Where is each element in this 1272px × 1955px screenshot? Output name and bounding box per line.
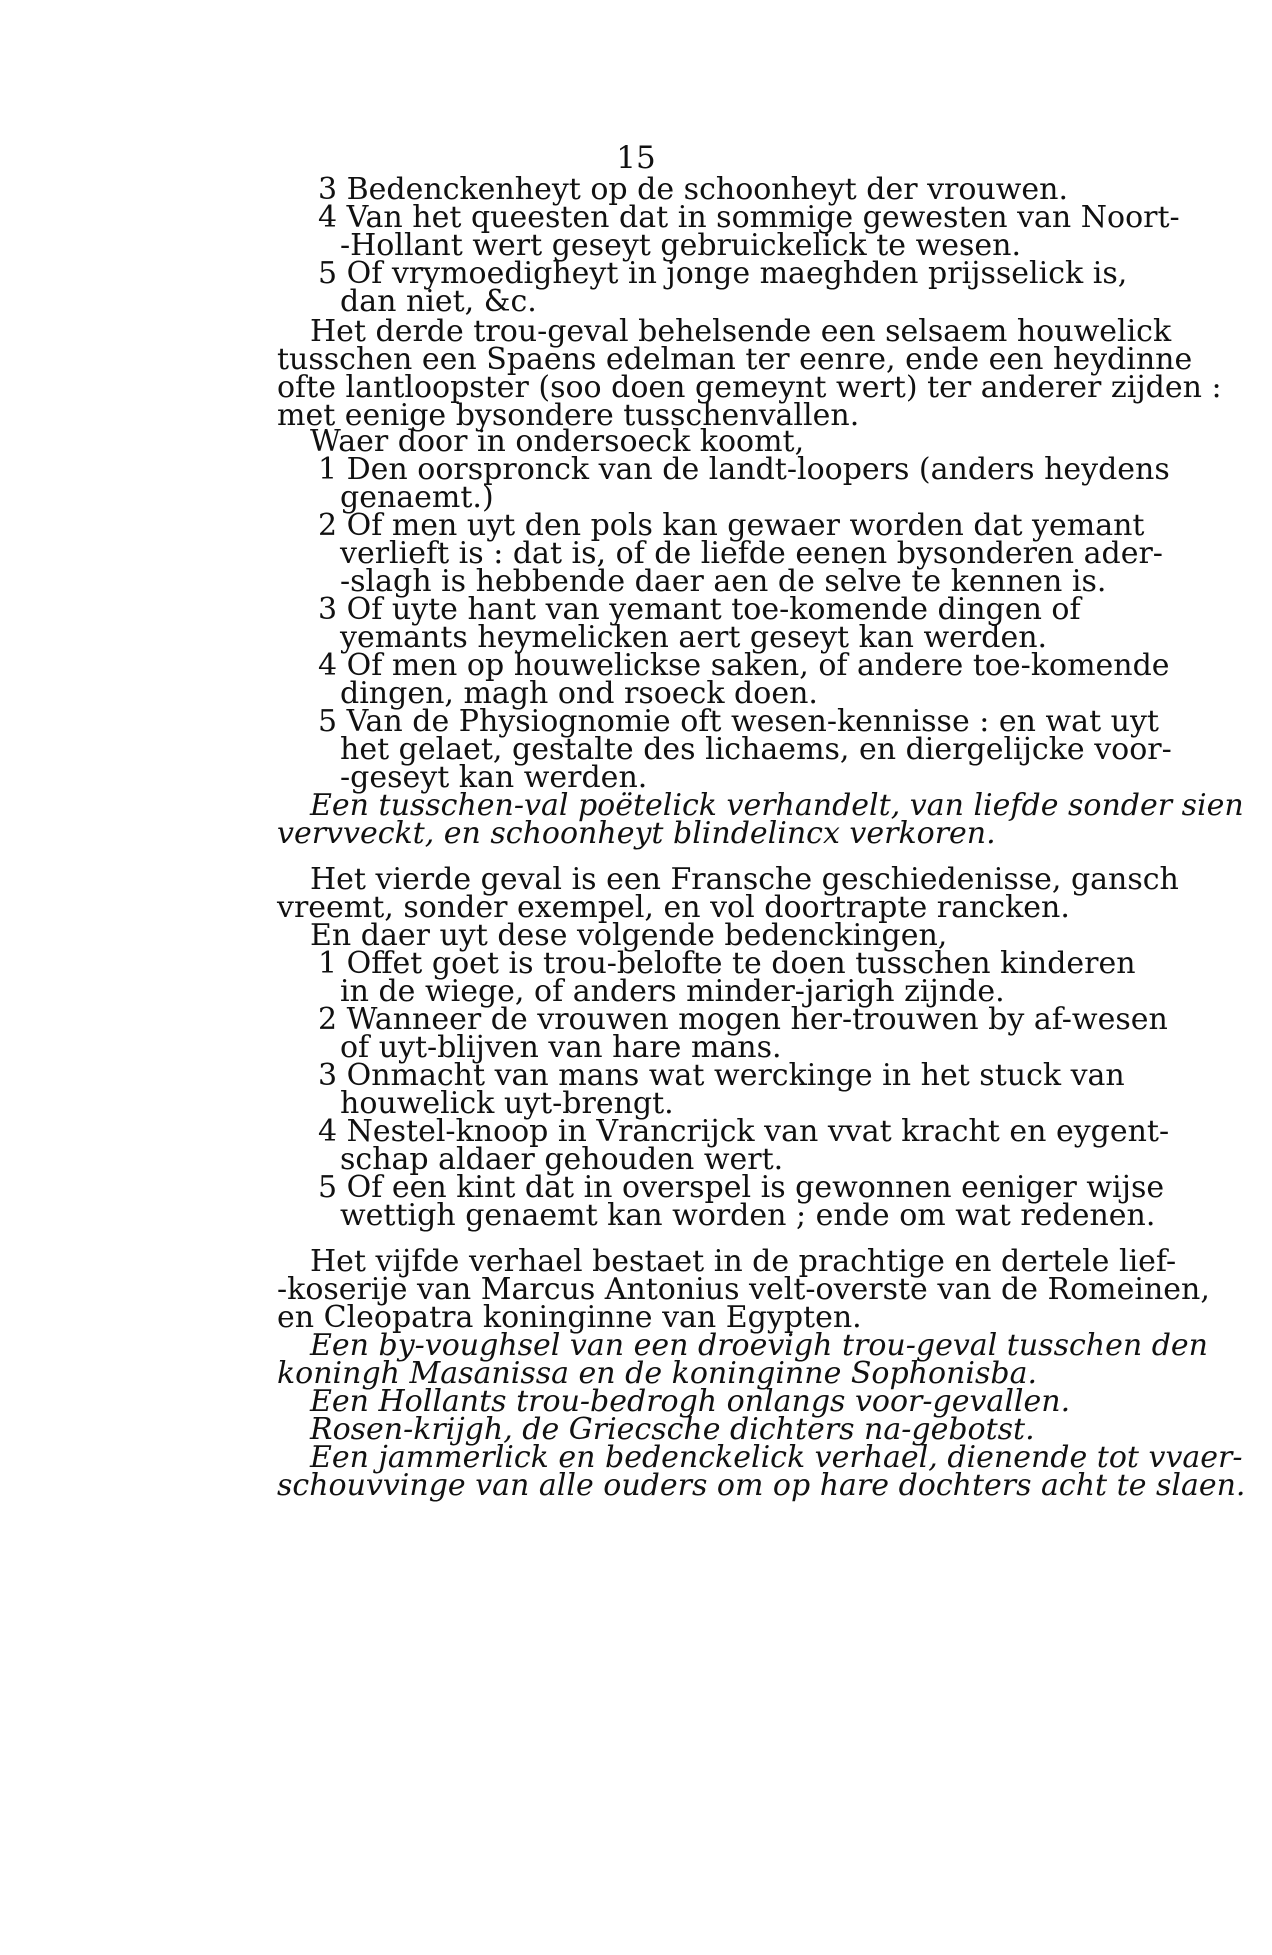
text-line: met eenige bysondere tusschenvallen. bbox=[277, 398, 860, 433]
italic-line: Rosen-krijgh, de Griecsche dichters na-gebotst. bbox=[310, 1412, 1035, 1447]
text-line: in de wiege, of anders minder-jarigh zijnde. bbox=[340, 974, 1005, 1009]
text-line: 4 Nestel-knoop in Vrancrijck van vvat kracht en eygent- bbox=[318, 1114, 1170, 1149]
text-line: Waer door in ondersoeck koomt, bbox=[310, 424, 805, 459]
text-line: schap aldaer gehouden wert. bbox=[340, 1142, 784, 1177]
italic-line: Een Hollants trou-bedrogh onlangs voor-gevallen. bbox=[310, 1384, 1071, 1419]
text-line: vreemt, sonder exempel, en vol doortrapte rancken. bbox=[277, 890, 1070, 925]
text-line: yemants heymelicken aert geseyt kan werden. bbox=[340, 620, 1048, 655]
text-line: 4 Van het queesten dat in sommige gewesten van Noort- bbox=[318, 200, 1180, 235]
text-line: 1 Den oorspronck van de landt-loopers (anders heydens bbox=[318, 452, 1170, 487]
text-line: en Cleopatra koninginne van Egypten. bbox=[277, 1300, 862, 1335]
text-line: 3 Onmacht van mans wat werckinge in het stuck van bbox=[318, 1058, 1125, 1093]
text-line: 4 Of men op houwelickse saken, of andere toe-komende bbox=[318, 648, 1170, 683]
text-line: of uyt-blijven van hare mans. bbox=[340, 1030, 782, 1065]
text-line: het gelaet, gestalte des lichaems, en diergelijcke voor- bbox=[340, 732, 1172, 767]
text-line: wettigh genaemt kan worden ; ende om wat redenen. bbox=[340, 1198, 1156, 1233]
italic-line: koningh Masanissa en de koninginne Sophonisba. bbox=[277, 1356, 1038, 1391]
text-line: Het vijfde verhael bestaet in de prachtige en dertele lief- bbox=[310, 1244, 1177, 1279]
text-line: -Hollant wert geseyt gebruickelick te wesen. bbox=[340, 228, 1022, 263]
text-line: 2 Of men uyt den pols kan gewaer worden dat yemant bbox=[318, 508, 1145, 543]
text-line: En daer uyt dese volgende bedenckingen, bbox=[310, 918, 948, 953]
text-line: genaemt.) bbox=[340, 480, 494, 515]
text-line: -slagh is hebbende daer aen de selve te kennen is. bbox=[340, 564, 1107, 599]
text-line: 5 Van de Physiognomie oft wesen-kennisse : en wat uyt bbox=[318, 704, 1159, 739]
text-line: tusschen een Spaens edelman ter eenre, ende een heydinne bbox=[277, 342, 1193, 377]
text-line: -geseyt kan werden. bbox=[340, 760, 648, 795]
text-line: ofte lantloopster (soo doen gemeynt wert) ter anderer zijden : bbox=[277, 370, 1222, 405]
italic-line: Een jammerlick en bedenckelick verhael, dienende tot vvaer- bbox=[310, 1440, 1243, 1475]
text-line: 1 Offet goet is trou-belofte te doen tusschen kinderen bbox=[318, 946, 1136, 981]
text-line: -koserije van Marcus Antonius velt-overste van de Romeinen, bbox=[277, 1272, 1210, 1307]
text-line: dingen, magh ond rsoeck doen. bbox=[340, 676, 818, 711]
text-line: 3 Of uyte hant van yemant toe-komende dingen of bbox=[318, 592, 1081, 627]
text-line: 2 Wanneer de vrouwen mogen her-trouwen by af-wesen bbox=[318, 1002, 1168, 1037]
text-line: 3 Bedenckenheyt op de schoonheyt der vrouwen. bbox=[318, 172, 1069, 207]
text-line: 5 Of een kint dat in overspel is gewonnen eeniger wijse bbox=[318, 1170, 1165, 1205]
text-line: Het derde trou-geval behelsende een selsaem houwelick bbox=[310, 314, 1172, 349]
page-number: 15 bbox=[616, 140, 656, 176]
text-line: verlieft is : dat is, of de liefde eenen bysonderen ader- bbox=[340, 536, 1163, 571]
text-line: dan niet, &c. bbox=[340, 284, 537, 319]
italic-line: Een by-voughsel van een droevigh trou-geval tusschen den bbox=[310, 1328, 1208, 1363]
text-line: 5 Of vrymoedigheyt in jonge maeghden prijsselick is, bbox=[318, 256, 1128, 291]
italic-line: vervveckt, en schoonheyt blindelincx verkoren. bbox=[277, 816, 996, 851]
italic-line: Een tusschen-val poëtelick verhandelt, van liefde sonder sien bbox=[310, 788, 1244, 823]
italic-line: schouvvinge van alle ouders om op hare dochters acht te slaen. bbox=[277, 1468, 1246, 1503]
text-line: houwelick uyt-brengt. bbox=[340, 1086, 674, 1121]
text-line: Het vierde geval is een Fransche geschiedenisse, gansch bbox=[310, 862, 1179, 897]
